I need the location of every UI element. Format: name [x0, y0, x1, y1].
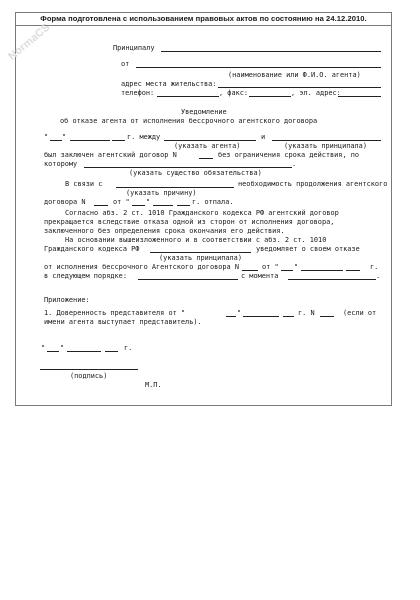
basis-principal-line [150, 252, 251, 253]
basis-text-2a: Гражданского кодекса РФ [44, 245, 140, 253]
year-line [112, 140, 125, 141]
cause-caption: (указать причину) [126, 189, 197, 197]
refusal-number-line [242, 270, 258, 271]
sign-day-line [47, 351, 59, 352]
contract-text-c: которому [44, 160, 78, 168]
attachment-1c: г. N [298, 309, 315, 317]
from-label: от [121, 60, 130, 68]
attachment-year-line [283, 316, 294, 317]
fax-line [249, 96, 291, 97]
refusal-b: от " [262, 263, 279, 271]
and-text: и [261, 133, 266, 141]
month-line [70, 140, 110, 141]
fax-label: , факс: [219, 89, 249, 97]
contract-text-b: без ограничения срока действия, по [218, 151, 360, 159]
sign-quote-close: " [60, 344, 65, 352]
stamp-label: М.П. [145, 381, 162, 389]
sign-year-line [105, 351, 118, 352]
doc-title: Уведомление [181, 108, 227, 116]
address-line [218, 87, 381, 88]
contract-no-b: от " [113, 198, 130, 206]
contract-number-line [199, 158, 213, 159]
to-principal-label: Принципалу [113, 44, 155, 52]
law-text-3: заключенного без определения срока окончания его действия. [44, 227, 285, 235]
contract-day-line [132, 205, 145, 206]
phone-label: телефон: [121, 89, 155, 97]
obligation-line [84, 167, 292, 168]
principal-caption: (указать принципала) [284, 142, 367, 150]
attachment-number-line [320, 316, 334, 317]
from-line [136, 67, 381, 68]
sign-year-suffix: г. [124, 344, 133, 352]
day-line [50, 140, 62, 141]
obligation-caption: (указать существо обязательства) [129, 169, 262, 177]
phone-line [157, 96, 219, 97]
attachment-2: имени агента выступает представитель). [44, 318, 202, 326]
order-line [138, 279, 238, 280]
contract-no-a: договора N [44, 198, 86, 206]
attachment-day-line [226, 316, 236, 317]
law-text-1: Согласно абз. 2 ст. 1010 Гражданского кодекса РФ агентский договор [65, 209, 339, 217]
refusal-year-line [346, 270, 360, 271]
document-page: Форма подготовлена с использованием правовых актов по состоянию на 24.12.2010. NormaCS Принципалу от (наименование или Ф.И.О. агента) адрес места жительства: телефон: , факс: , эл. адрес: Уведомление об отказе агента от исполнения бессрочного агентского договора " " г. между и (указать агента) (указать принципала) был заключен агентский договор N без ограничения срока действия, по которому . (указать существо обязательства) В связи с необходимость продолжения агентского (указать причину) договора N от " " г. отпала. Согласно абз. 2 ст. 1010 Гражданского кодекса РФ агентский договор прекращается вследствие отказа одной из сторон от исполнения договора, заключенного без определения срока окончания его действия. На основании вышеизложенного и в соответствии с абз. 2 ст. 1010 Гражданского кодекса РФ уведомляет о своем отказе (указать принципала) от исполнения бессрочного Агентского договора N от " " г. в следующем порядке: с момента . Приложение: 1. Доверенность представителя от " " г. N (если от имени агента выступает представитель). " " г. (подпись) М.П. [0, 0, 420, 600]
attachment-1a: 1. Доверенность представителя от " [44, 309, 186, 317]
cause-line [116, 187, 234, 188]
attachment-label: Приложение: [44, 296, 90, 304]
refusal-day-line [281, 270, 293, 271]
email-label: , эл. адрес: [291, 89, 341, 97]
attachment-1b: " [237, 309, 242, 317]
contract-year-line [177, 205, 190, 206]
order-moment-line [288, 279, 376, 280]
law-text-2: прекращается вследствие отказа одной из сторон от исполнения договора, [44, 218, 335, 226]
order-a: в следующем порядке: [44, 272, 127, 280]
basis-text-2b: уведомляет о своем отказе [256, 245, 360, 253]
cause-text-b: необходимость продолжения агентского [238, 180, 388, 188]
basis-text-1: На основании вышеизложенного и в соответствии с абз. 2 ст. 1010 [65, 236, 327, 244]
basis-principal-caption: (указать принципала) [159, 254, 242, 262]
signature-line [40, 369, 138, 370]
watermark: NormaCS [6, 21, 53, 63]
contract-no-line [94, 205, 108, 206]
from-caption: (наименование или Ф.И.О. агента) [228, 71, 361, 79]
attachment-month-line [243, 316, 279, 317]
sign-quote-open: " [41, 344, 46, 352]
contract-no-c: " [146, 198, 151, 206]
principal-line [272, 140, 381, 141]
contract-month-line [153, 205, 173, 206]
refusal-d: г. [370, 263, 379, 271]
agent-line [164, 140, 256, 141]
doc-subtitle: об отказе агента от исполнения бессрочного агентского договора [60, 117, 318, 125]
refusal-a: от исполнения бессрочного Агентского договора N [44, 263, 239, 271]
signature-caption: (подпись) [70, 372, 108, 380]
contract-no-d: г. отпала. [192, 198, 234, 206]
to-principal-line [161, 51, 381, 52]
between-text: г. между [127, 133, 161, 141]
agent-caption: (указать агента) [174, 142, 241, 150]
contract-text-a: был заключен агентский договор N [44, 151, 177, 159]
refusal-c: " [294, 263, 299, 271]
cause-text-a: В связи с [65, 180, 103, 188]
close-quote: " [62, 133, 67, 141]
order-b: с момента [241, 272, 279, 280]
address-label: адрес места жительства: [121, 80, 217, 88]
order-c: . [376, 272, 381, 280]
header-note: Форма подготовлена с использованием правовых актов по состоянию на 24.12.2010. [15, 12, 392, 26]
sign-month-line [67, 351, 101, 352]
refusal-month-line [301, 270, 343, 271]
open-quote: " [44, 133, 49, 141]
attachment-1d: (если от [343, 309, 377, 317]
email-line [338, 96, 381, 97]
